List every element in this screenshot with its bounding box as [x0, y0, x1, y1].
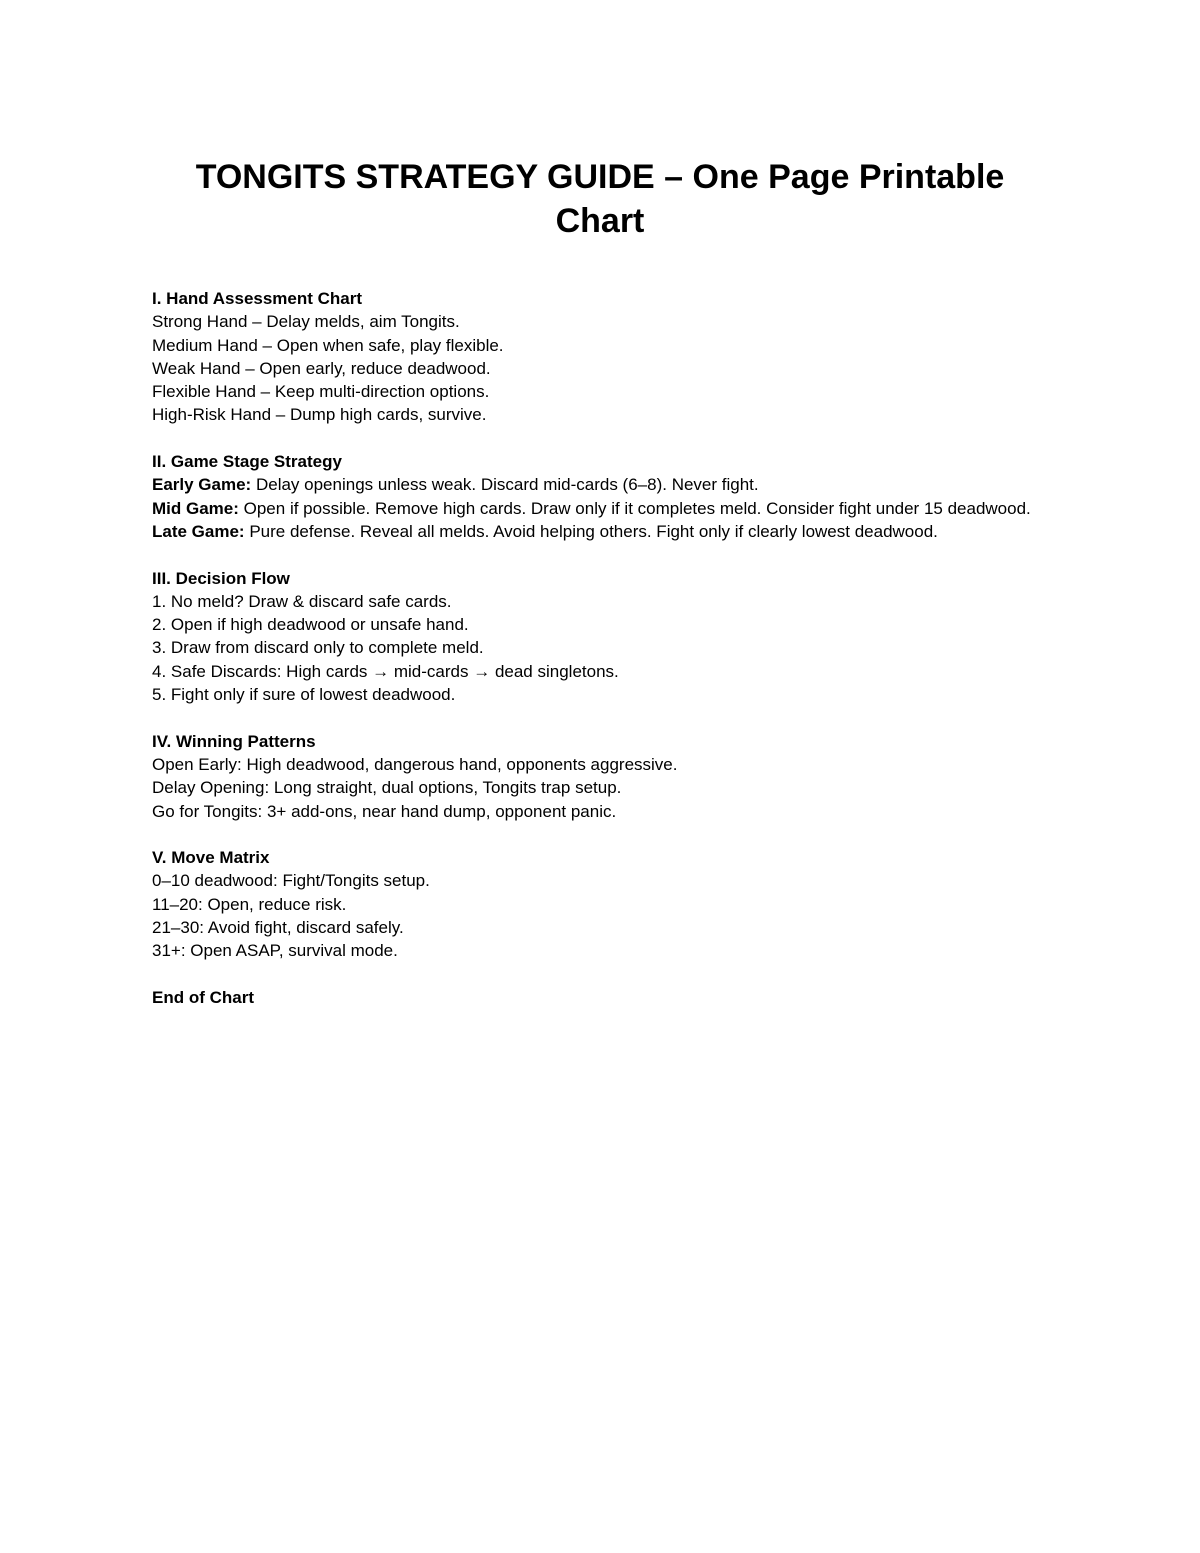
- stage-item-late: [152, 520, 1052, 543]
- page-title: TONGITS STRATEGY GUIDE – One Page Printable Chart: [195, 158, 1005, 240]
- section-decision-flow: [152, 567, 1052, 707]
- list-item: 4. Safe Discards: High cards → mid-cards → dead singletons.: [152, 661, 619, 681]
- stage-text: Pure defense. Reveal all melds. Avoid helping others. Fight only if clearly lowest deadwood.: [244, 521, 938, 541]
- list-item: 11–20: Open, reduce risk.: [152, 894, 347, 914]
- list-item: 0–10 deadwood: Fight/Tongits setup.: [152, 871, 430, 891]
- list-item: Open Early: High deadwood, dangerous hand, opponents aggressive.: [152, 754, 678, 774]
- list-item: 21–30: Avoid fight, discard safely.: [152, 918, 404, 938]
- stage-item-early: [152, 473, 1052, 496]
- stage-text: Open if possible. Remove high cards. Draw only if it completes meld. Consider fight under 15 deadwood.: [238, 498, 1031, 518]
- stage-label: Early Game:: [152, 475, 252, 495]
- list-item: Strong Hand – Delay melds, aim Tongits.: [152, 312, 460, 332]
- stage-item-mid: [152, 497, 1052, 520]
- list-item: Medium Hand – Open when safe, play flexible.: [152, 335, 504, 355]
- list-item: Delay Opening: Long straight, dual options, Tongits trap setup.: [152, 778, 622, 798]
- section-move-matrix: [152, 846, 1052, 962]
- list-item: High-Risk Hand – Dump high cards, survive.: [152, 405, 487, 425]
- list-item: 5. Fight only if sure of lowest deadwood.: [152, 685, 456, 705]
- document-body: [152, 287, 1052, 1033]
- list-item: 1. No meld? Draw & discard safe cards.: [152, 591, 452, 611]
- section-heading: III. Decision Flow: [152, 568, 290, 588]
- list-item: 2. Open if high deadwood or unsafe hand.: [152, 615, 469, 635]
- stage-label: Mid Game:: [152, 498, 239, 518]
- section-heading: IV. Winning Patterns: [152, 731, 316, 751]
- list-item: Go for Tongits: 3+ add-ons, near hand dump, opponent panic.: [152, 801, 617, 821]
- list-item: 31+: Open ASAP, survival mode.: [152, 941, 398, 961]
- section-heading: V. Move Matrix: [152, 848, 270, 868]
- end-of-chart: End of Chart: [152, 987, 254, 1007]
- section-end: [152, 986, 1052, 1009]
- section-game-stage: [152, 450, 1052, 543]
- stage-text: Delay openings unless weak. Discard mid-cards (6–8). Never fight.: [251, 475, 759, 495]
- section-hand-assessment: [152, 287, 1052, 427]
- stage-label: Late Game:: [152, 521, 245, 541]
- list-item: Weak Hand – Open early, reduce deadwood.: [152, 358, 491, 378]
- section-heading: I. Hand Assessment Chart: [152, 289, 363, 308]
- list-item: Flexible Hand – Keep multi-direction options.: [152, 382, 490, 402]
- list-item: 3. Draw from discard only to complete meld.: [152, 638, 484, 658]
- section-winning-patterns: [152, 730, 1052, 823]
- section-heading: II. Game Stage Strategy: [152, 452, 342, 472]
